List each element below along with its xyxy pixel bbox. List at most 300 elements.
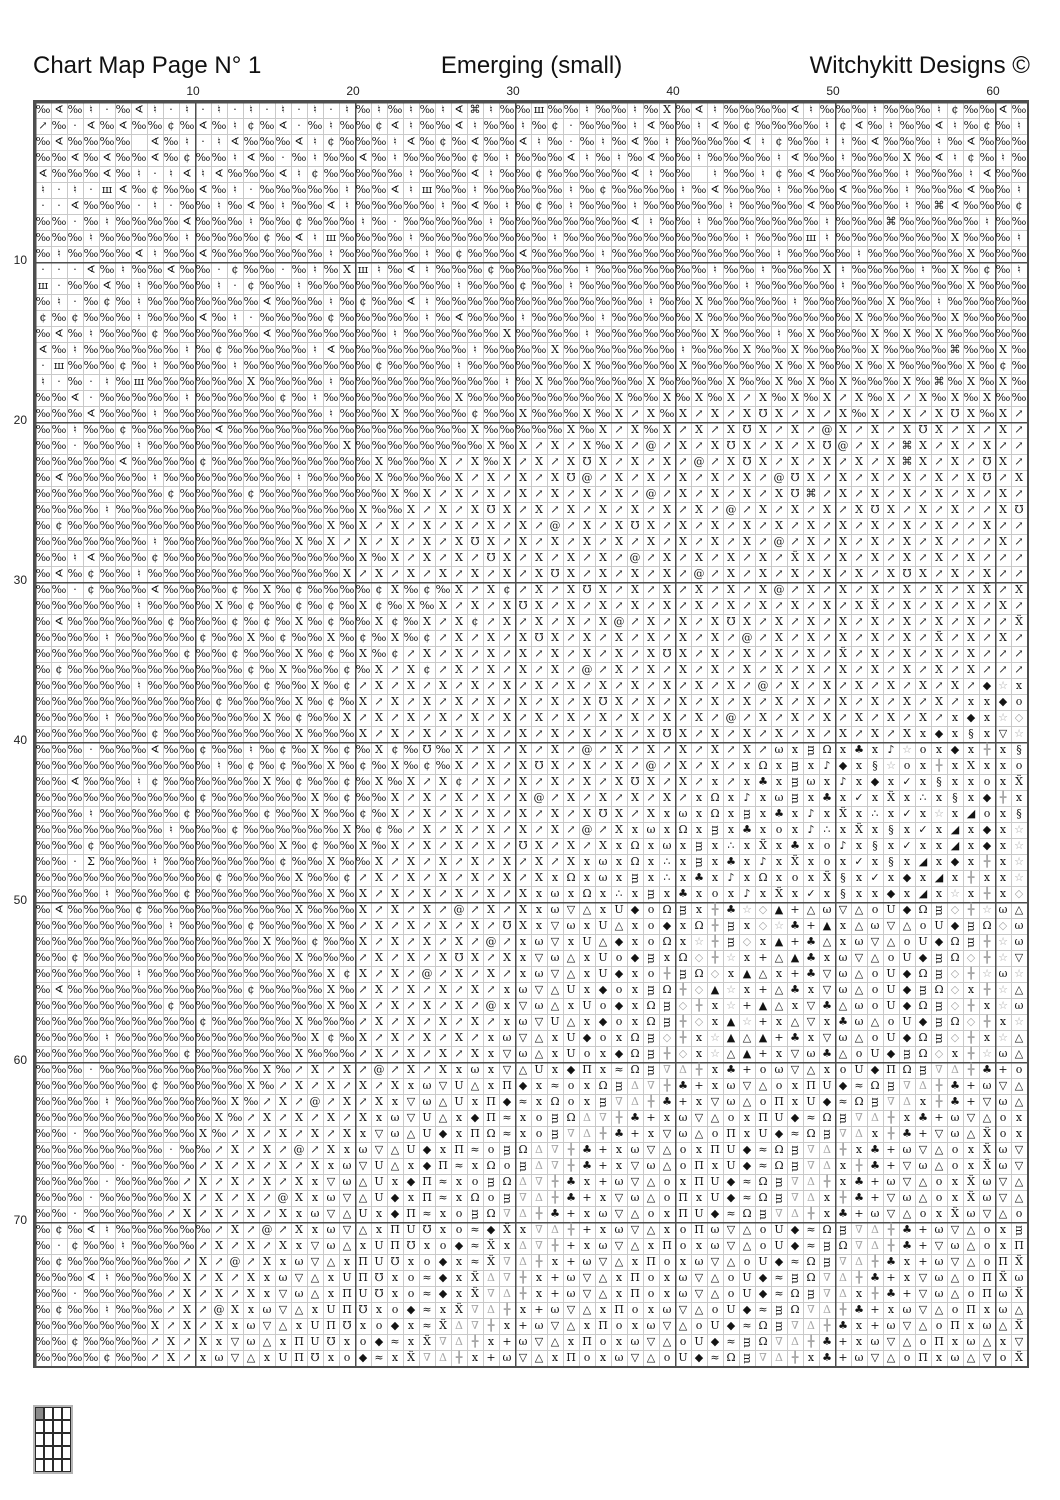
chart-cell: ‰: [547, 391, 563, 404]
chart-cell: ↗: [822, 471, 832, 484]
chart-cell: X: [727, 567, 735, 580]
chart-cell: ‰: [931, 263, 947, 276]
chart-cell: ¢: [455, 247, 463, 260]
chart-cell: x: [599, 1223, 607, 1236]
chart-cell: ω: [806, 775, 816, 788]
chart-cell: ‰: [403, 455, 419, 468]
chart-cell: Π: [950, 1319, 960, 1332]
chart-cell: ‰: [131, 743, 147, 756]
chart-cell: ‰: [179, 1223, 195, 1236]
chart-cell: X: [359, 551, 367, 564]
chart-cell: @: [309, 1095, 321, 1108]
chart-cell: X: [487, 759, 495, 772]
chart-cell: ‰: [51, 935, 67, 948]
chart-cell: ↗: [374, 519, 384, 532]
chart-cell: ‰: [35, 1063, 51, 1076]
chart-cell: o: [455, 1207, 463, 1220]
chart-cell: ♮: [185, 343, 189, 356]
chart-cell: ♮: [89, 807, 93, 820]
chart-cell: ᴟ: [647, 951, 655, 964]
chart-cell: ‰: [163, 311, 179, 324]
chart-cell: ↗: [790, 727, 800, 740]
chart-cell: ‰: [339, 935, 355, 948]
chart-cell: ∢: [198, 247, 208, 260]
chart-cell: Δ: [503, 1287, 511, 1300]
chart-cell: ‰: [403, 311, 419, 324]
chart-cell: ‰: [99, 807, 115, 820]
chart-cell: ♮: [153, 247, 157, 260]
chart-cell: ‰: [51, 423, 67, 436]
chart-cell: ‰: [115, 743, 131, 756]
chart-cell: ‰: [691, 375, 707, 388]
chart-cell: ‰: [915, 295, 931, 308]
chart-cell: x: [967, 839, 975, 852]
chart-cell: x: [535, 1095, 543, 1108]
chart-cell: ≈: [806, 1223, 816, 1236]
chart-cell: ▽: [566, 1303, 576, 1316]
chart-cell: ‰: [483, 343, 499, 356]
page-map-cell: [44, 1407, 53, 1420]
chart-cell: X: [839, 471, 847, 484]
chart-cell: X: [359, 1031, 367, 1044]
chart-cell: X: [615, 519, 623, 532]
chart-cell: ¢: [359, 759, 367, 772]
chart-cell: ‰: [675, 103, 691, 116]
chart-cell: X: [391, 839, 399, 852]
chart-cell: ω: [662, 1303, 672, 1316]
chart-cell: ‰: [339, 887, 355, 900]
chart-cell: ‰: [627, 391, 643, 404]
chart-cell: ‰: [435, 743, 451, 756]
chart-cell: ‰: [99, 1143, 115, 1156]
chart-cell: ‰: [131, 1127, 147, 1140]
chart-cell: ‰: [179, 919, 195, 932]
chart-cell: ‰: [931, 311, 947, 324]
chart-cell: ‰: [323, 871, 339, 884]
chart-cell: ↗: [966, 455, 976, 468]
chart-cell: ‰: [83, 1143, 99, 1156]
chart-cell: X: [887, 679, 895, 692]
chart-cell: ↗: [358, 1015, 368, 1028]
chart-cell: ‰: [195, 391, 211, 404]
chart-cell: ▽: [518, 1351, 528, 1364]
chart-cell: x: [903, 855, 911, 868]
chart-cell: ‰: [163, 247, 179, 260]
chart-cell: X: [583, 359, 591, 372]
chart-cell: ‰: [163, 471, 179, 484]
chart-cell: ◆: [438, 1127, 448, 1140]
chart-cell: ω: [630, 1191, 640, 1204]
chart-cell: ‰: [307, 471, 323, 484]
chart-cell: ↗: [838, 679, 848, 692]
chart-cell: ↗: [582, 567, 592, 580]
chart-cell: ‰: [51, 887, 67, 900]
chart-cell: ‰: [883, 247, 899, 260]
chart-cell: ‰: [371, 247, 387, 260]
chart-cell: ω: [998, 1143, 1008, 1156]
chart-cell: ‰: [467, 311, 483, 324]
chart-cell: ‰: [163, 1063, 179, 1076]
chart-cell: ▲: [726, 1015, 736, 1028]
chart-cell: ¢: [967, 151, 975, 164]
chart-cell: o: [903, 1351, 911, 1364]
chart-cell: ‰: [947, 279, 963, 292]
chart-cell: ‰: [803, 151, 819, 164]
chart-cell: X: [823, 455, 831, 468]
chart-cell: ‰: [803, 263, 819, 276]
chart-cell: ↗: [822, 551, 832, 564]
chart-cell: ω: [902, 1191, 912, 1204]
chart-cell: X: [551, 775, 559, 788]
chart-cell: ¢: [183, 887, 191, 900]
chart-cell: ‰: [275, 775, 291, 788]
chart-cell: ‰: [355, 439, 371, 452]
chart-cell: ♮: [329, 119, 333, 132]
chart-cell: o: [839, 1063, 847, 1076]
chart-cell: ‰: [275, 951, 291, 964]
chart-cell: X: [679, 663, 687, 676]
chart-cell: X: [423, 999, 431, 1012]
chart-cell: x: [807, 983, 815, 996]
chart-cell: ‰: [163, 1271, 179, 1284]
chart-cell: ‰: [803, 215, 819, 228]
chart-cell: ▽: [838, 903, 848, 916]
chart-cell: X: [615, 759, 623, 772]
chart-cell: ‰: [339, 631, 355, 644]
chart-cell: ‰: [67, 599, 83, 612]
chart-cell: ‰: [547, 423, 563, 436]
chart-cell: X: [775, 487, 783, 500]
chart-cell: Π: [886, 1063, 896, 1076]
chart-cell: ‰: [563, 391, 579, 404]
chart-cell: ω: [886, 1175, 896, 1188]
chart-cell: ♮: [425, 295, 429, 308]
chart-cell: o: [535, 1127, 543, 1140]
chart-cell: x: [599, 1351, 607, 1364]
chart-cell: ‰: [227, 935, 243, 948]
chart-cell: ‰: [131, 1111, 147, 1124]
chart-cell: X: [391, 695, 399, 708]
chart-cell: X: [695, 599, 703, 612]
chart-cell: ‰: [531, 183, 547, 196]
chart-cell: ▲: [742, 1047, 752, 1060]
chart-cell: Ω: [918, 999, 928, 1012]
chart-cell: ω: [998, 1159, 1008, 1172]
chart-cell: ‰: [659, 199, 675, 212]
chart-cell: ☆: [998, 711, 1008, 724]
chart-cell: ·: [153, 167, 157, 180]
chart-cell: X: [535, 599, 543, 612]
page-map-cell: [44, 1459, 53, 1472]
chart-cell: ‰: [275, 967, 291, 980]
chart-cell: ‰: [691, 343, 707, 356]
chart-cell: U: [582, 935, 592, 948]
chart-cell: x: [631, 983, 639, 996]
chart-cell: ¢: [279, 391, 287, 404]
chart-cell: ‰: [627, 151, 643, 164]
chart-cell: ‰: [659, 359, 675, 372]
chart-cell: X: [711, 519, 719, 532]
chart-cell: ‰: [67, 663, 83, 676]
chart-cell: ‰: [739, 247, 755, 260]
chart-cell: ‰: [467, 247, 483, 260]
chart-cell: ▽: [726, 1223, 736, 1236]
chart-cell: ‰: [179, 935, 195, 948]
chart-cell: ‰: [35, 631, 51, 644]
chart-cell: X: [743, 439, 751, 452]
chart-cell: ‰: [115, 855, 131, 868]
chart-cell: △: [838, 1047, 848, 1060]
chart-cell: △: [966, 1351, 976, 1364]
chart-cell: X: [951, 439, 959, 452]
chart-cell: ‰: [243, 775, 259, 788]
chart-cell: ╋: [567, 1223, 575, 1236]
chart-cell: +: [630, 1127, 640, 1140]
chart-cell: △: [1014, 903, 1024, 916]
chart-cell: ↗: [502, 535, 512, 548]
chart-cell: ‰: [979, 311, 995, 324]
chart-cell: ‰: [339, 855, 355, 868]
chart-cell: ◇: [966, 951, 976, 964]
chart-cell: ‰: [227, 567, 243, 580]
chart-cell: ◆: [774, 1255, 784, 1268]
chart-cell: ‰: [435, 167, 451, 180]
chart-cell: ᴟ: [551, 1127, 559, 1140]
chart-cell: ♮: [569, 279, 573, 292]
chart-cell: x: [951, 1175, 959, 1188]
chart-cell: o: [711, 887, 719, 900]
chart-cell: ‰: [259, 279, 275, 292]
chart-cell: X: [775, 375, 783, 388]
chart-cell: ‰: [195, 887, 211, 900]
chart-cell: ‰: [163, 215, 179, 228]
chart-cell: ω: [902, 1143, 912, 1156]
chart-cell: ‰: [499, 183, 515, 196]
chart-cell: X: [903, 519, 911, 532]
chart-cell: ¢: [343, 871, 351, 884]
chart-cell: ↗: [198, 1287, 208, 1300]
chart-cell: X: [855, 391, 863, 404]
chart-cell: ‰: [307, 727, 323, 740]
chart-cell: +: [758, 1015, 768, 1028]
chart-cell: ‰: [115, 343, 131, 356]
chart-cell: X: [775, 727, 783, 740]
chart-cell: ᴟ: [935, 999, 943, 1012]
chart-cell: Ω: [806, 1271, 816, 1284]
chart-cell: ‰: [179, 1079, 195, 1092]
chart-cell: ‰: [227, 1079, 243, 1092]
chart-cell: ‰: [739, 103, 755, 116]
chart-cell: X: [359, 1111, 367, 1124]
chart-cell: ‰: [83, 1207, 99, 1220]
chart-cell: ♮: [57, 295, 61, 308]
chart-cell: ↗: [902, 503, 912, 516]
chart-cell: ω: [630, 1143, 640, 1156]
chart-cell: X: [711, 647, 719, 660]
chart-cell: ¢: [359, 807, 367, 820]
chart-cell: X: [407, 855, 415, 868]
chart-cell: ⌘: [805, 487, 817, 500]
chart-cell: ‰: [35, 919, 51, 932]
chart-cell: X: [887, 711, 895, 724]
chart-cell: X: [903, 487, 911, 500]
chart-cell: ↗: [598, 487, 608, 500]
chart-cell: ‰: [291, 327, 307, 340]
chart-cell: X: [455, 967, 463, 980]
chart-cell: X: [455, 935, 463, 948]
chart-cell: X: [871, 535, 879, 548]
chart-cell: ∢: [150, 135, 160, 148]
chart-cell: ‰: [35, 1319, 51, 1332]
chart-cell: ↗: [694, 407, 704, 420]
chart-cell: ‰: [275, 519, 291, 532]
chart-cell: ‰: [979, 327, 995, 340]
chart-cell: ·: [169, 199, 173, 212]
chart-cell: ‰: [83, 631, 99, 644]
chart-cell: X: [615, 535, 623, 548]
chart-cell: ♪: [887, 743, 895, 756]
chart-cell: ‰: [275, 887, 291, 900]
chart-cell: ╋: [599, 1127, 607, 1140]
chart-cell: @: [757, 679, 769, 692]
chart-cell: ↗: [598, 647, 608, 660]
chart-cell: Ω: [918, 1031, 928, 1044]
chart-cell: ♮: [825, 231, 829, 244]
chart-cell: x: [279, 1335, 287, 1348]
chart-cell: ‰: [723, 103, 739, 116]
chart-cell: X: [295, 615, 303, 628]
chart-cell: ¢: [247, 983, 255, 996]
chart-cell: ∇: [503, 1271, 511, 1284]
chart-cell: ¢: [423, 583, 431, 596]
chart-cell: ‰: [931, 215, 947, 228]
chart-cell: ◇: [950, 903, 960, 916]
chart-cell: ‰: [835, 343, 851, 356]
chart-cell: ℧: [518, 599, 528, 612]
chart-cell: x: [503, 999, 511, 1012]
chart-cell: X: [935, 615, 943, 628]
chart-cell: ‰: [99, 871, 115, 884]
chart-cell: ‰: [163, 791, 179, 804]
chart-cell: U: [598, 967, 608, 980]
chart-cell: ‰: [179, 599, 195, 612]
chart-cell: ‰: [371, 215, 387, 228]
chart-cell: ‰: [771, 199, 787, 212]
chart-cell: ‰: [499, 215, 515, 228]
chart-cell: ‰: [195, 359, 211, 372]
chart-cell: +: [758, 983, 768, 996]
chart-cell: ‰: [227, 855, 243, 868]
chart-cell: ‰: [131, 631, 147, 644]
chart-cell: X: [759, 567, 767, 580]
chart-cell: ‰: [83, 1031, 99, 1044]
chart-cell: ‰: [179, 1063, 195, 1076]
chart-cell: ↗: [758, 519, 768, 532]
chart-cell: U: [374, 1239, 384, 1252]
chart-cell: ω: [998, 1095, 1008, 1108]
chart-cell: Δ: [487, 1271, 495, 1284]
chart-cell: §: [888, 855, 894, 868]
chart-cell: X: [391, 407, 399, 420]
chart-cell: ‰: [899, 103, 915, 116]
chart-cell: ¢: [311, 167, 319, 180]
chart-cell: ‰: [275, 679, 291, 692]
chart-cell: ‰: [419, 455, 435, 468]
chart-cell: ‰: [371, 391, 387, 404]
chart-cell: x: [791, 1095, 799, 1108]
chart-cell: ↗: [854, 471, 864, 484]
chart-cell: x: [535, 1287, 543, 1300]
chart-cell: ‰: [355, 327, 371, 340]
chart-cell: ♮: [233, 151, 237, 164]
chart-cell: X: [839, 663, 847, 676]
chart-cell: ∢: [54, 135, 64, 148]
chart-cell: X: [823, 679, 831, 692]
chart-cell: ‰: [51, 1287, 67, 1300]
chart-cell: o: [935, 1319, 943, 1332]
chart-cell: ∇: [903, 1079, 911, 1092]
chart-cell: ↗: [662, 471, 672, 484]
chart-cell: △: [406, 1127, 416, 1140]
chart-cell: x: [855, 839, 863, 852]
chart-cell: ‰: [563, 311, 579, 324]
chart-cell: X: [327, 1143, 335, 1156]
chart-cell: ‰: [67, 935, 83, 948]
chart-cell: Ẍ: [423, 1335, 431, 1348]
chart-cell: X: [231, 1303, 239, 1316]
chart-cell: ‰: [115, 327, 131, 340]
chart-cell: Π: [966, 1303, 976, 1316]
chart-cell: ‰: [115, 167, 131, 180]
chart-cell: ‰: [899, 359, 915, 372]
chart-cell: ‰: [1011, 311, 1027, 324]
chart-cell: ∢: [198, 311, 208, 324]
chart-cell: ♮: [233, 359, 237, 372]
chart-cell: ▽: [694, 1271, 704, 1284]
chart-cell: ‰: [259, 215, 275, 228]
chart-cell: ‰: [739, 263, 755, 276]
chart-cell: ‰: [291, 567, 307, 580]
chart-cell: Δ: [487, 1303, 495, 1316]
chart-cell: ╋: [823, 1175, 831, 1188]
chart-cell: ↗: [646, 679, 656, 692]
chart-cell: ‰: [787, 375, 803, 388]
chart-cell: o: [647, 967, 655, 980]
chart-cell: ‰: [899, 247, 915, 260]
chart-cell: △: [966, 1255, 976, 1268]
chart-cell: x: [919, 775, 927, 788]
chart-cell: ‰: [147, 967, 163, 980]
chart-cell: Ẍ: [791, 855, 799, 868]
chart-cell: ℧: [982, 471, 992, 484]
chart-cell: ☆: [710, 1047, 720, 1060]
chart-cell: ‰: [259, 487, 275, 500]
chart-cell: ♮: [681, 343, 685, 356]
chart-cell: ω: [854, 1015, 864, 1028]
chart-cell: X: [487, 903, 495, 916]
chart-cell: ♮: [329, 295, 333, 308]
chart-cell: @: [645, 439, 657, 452]
chart-cell: ‰: [963, 391, 979, 404]
chart-cell: ↗: [662, 535, 672, 548]
chart-cell: ↗: [566, 535, 576, 548]
chart-cell: x: [903, 1255, 911, 1268]
chart-cell: ω: [518, 1335, 528, 1348]
chart-cell: X: [535, 503, 543, 516]
chart-cell: ‰: [403, 631, 419, 644]
chart-cell: x: [519, 1303, 527, 1316]
chart-cell: ↗: [918, 471, 928, 484]
